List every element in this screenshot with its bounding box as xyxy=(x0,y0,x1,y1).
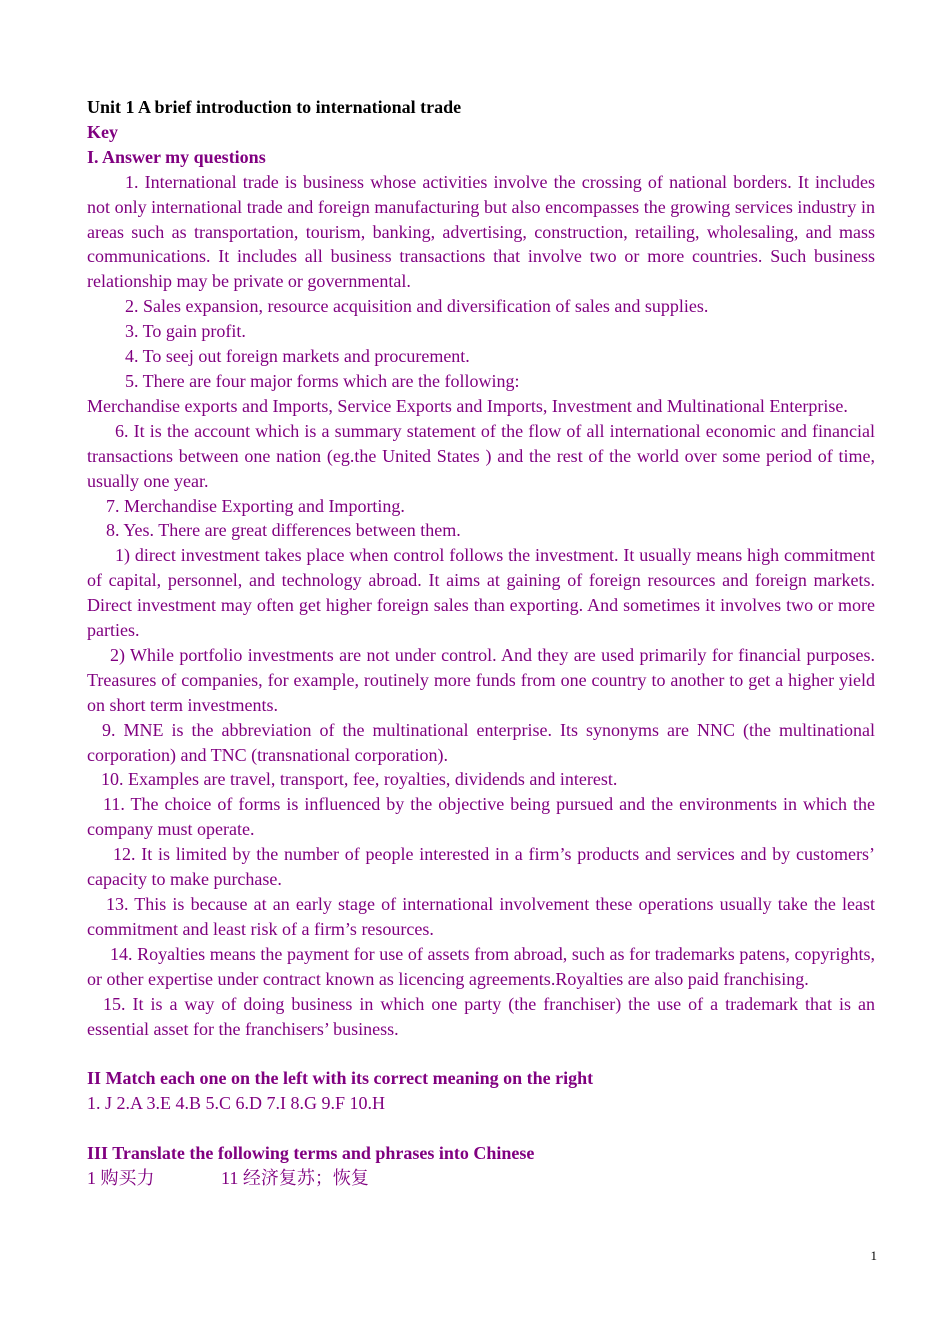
answer-paragraph: 15. It is a way of doing business in which one party (the franchiser) the use of a trademark that is an essential asset for the franchisers’ business. xyxy=(87,993,875,1039)
answer-paragraph: 1. International trade is business whose activities involve the crossing of national borders. It includes not only international trade and foreign manufacturing but also encompasses the growing services industry in areas such as transportation, tourism, banking, advertising, construction, retailing, wholesaling, and mass communications. It includes all business transactions that involve two or more countries. Such business relationship may be private or governmental. xyxy=(87,171,875,292)
unit-title: Unit 1 A brief introduction to international trade xyxy=(87,97,462,117)
answers-list xyxy=(87,170,875,1042)
answer-paragraph: 3. To gain profit. xyxy=(125,321,246,342)
answer-paragraph: 5. There are four major forms which are the following: xyxy=(125,370,520,391)
section-1-heading: I. Answer my questions xyxy=(87,146,266,167)
page-number: 1 xyxy=(870,1248,877,1263)
section-2-heading: II Match each one on the left with its correct meaning on the right xyxy=(87,1068,594,1089)
answer-paragraph: 2) While portfolio investments are not under control. And they are used primarily for financial purposes. Treasures of companies, for example, routinely more funds from one country to another to get a higher yield on short term investments. xyxy=(87,644,875,715)
answer-paragraph: 9. MNE is the abbreviation of the multinational enterprise. Its synonyms are NNC (the multinational corporation) and TNC (transnational corporation). xyxy=(87,719,875,765)
answer-paragraph: 6. It is the account which is a summary statement of the flow of all international economic and financial transactions between one nation (eg.the United States ) and the rest of the world over some period of time, usually one year. xyxy=(87,420,875,491)
translation-term-11: 11 经济复苏；恢复 xyxy=(221,1167,369,1188)
answer-paragraph: 12. It is limited by the number of people interested in a firm’s products and services and by customers’ capacity to make purchase. xyxy=(87,844,875,890)
answer-paragraph: 14. Royalties means the payment for use of assets from abroad, such as for trademarks patens, copyrights, or other expertise under contract known as licencing agreements.Royalties are also paid franchising. xyxy=(87,943,875,989)
answer-paragraph: 4. To seej out foreign markets and procurement. xyxy=(125,346,470,367)
answer-paragraph: 11. The choice of forms is influenced by the objective being pursued and the environments in which the company must operate. xyxy=(87,794,875,840)
spacer xyxy=(87,1116,875,1141)
translation-row xyxy=(87,1166,875,1191)
translation-term-1: 1 购买力 xyxy=(87,1167,155,1188)
answer-paragraph: 8. Yes. There are great differences between them. xyxy=(106,520,461,541)
spacer xyxy=(87,1041,875,1066)
section-3-heading: III Translate the following terms and phrases into Chinese xyxy=(87,1143,535,1164)
key-label: Key xyxy=(87,121,118,142)
section-2-answer: 1. J 2.A 3.E 4.B 5.C 6.D 7.I 8.G 9.F 10.H xyxy=(87,1093,386,1114)
answer-paragraph: 7. Merchandise Exporting and Importing. xyxy=(106,495,405,516)
document-page xyxy=(87,95,875,1191)
answer-paragraph: 1) direct investment takes place when control follows the investment. It usually means high commitment of capital, personnel, and technology abroad. It aims at gaining of foreign resources and foreign markets. Direct investment may often get higher foreign sales than exporting. And sometimes it involves two or more parties. xyxy=(87,545,875,641)
answer-paragraph: 13. This is because at an early stage of international involvement these operations usually take the least commitment and least risk of a firm’s resources. xyxy=(87,894,875,939)
answer-paragraph: Merchandise exports and Imports, Service Exports and Imports, Investment and Multinational Enterprise. xyxy=(87,395,848,416)
answer-paragraph: 10. Examples are travel, transport, fee, royalties, dividends and interest. xyxy=(101,769,618,790)
answer-paragraph: 2. Sales expansion, resource acquisition and diversification of sales and supplies. xyxy=(125,296,709,317)
